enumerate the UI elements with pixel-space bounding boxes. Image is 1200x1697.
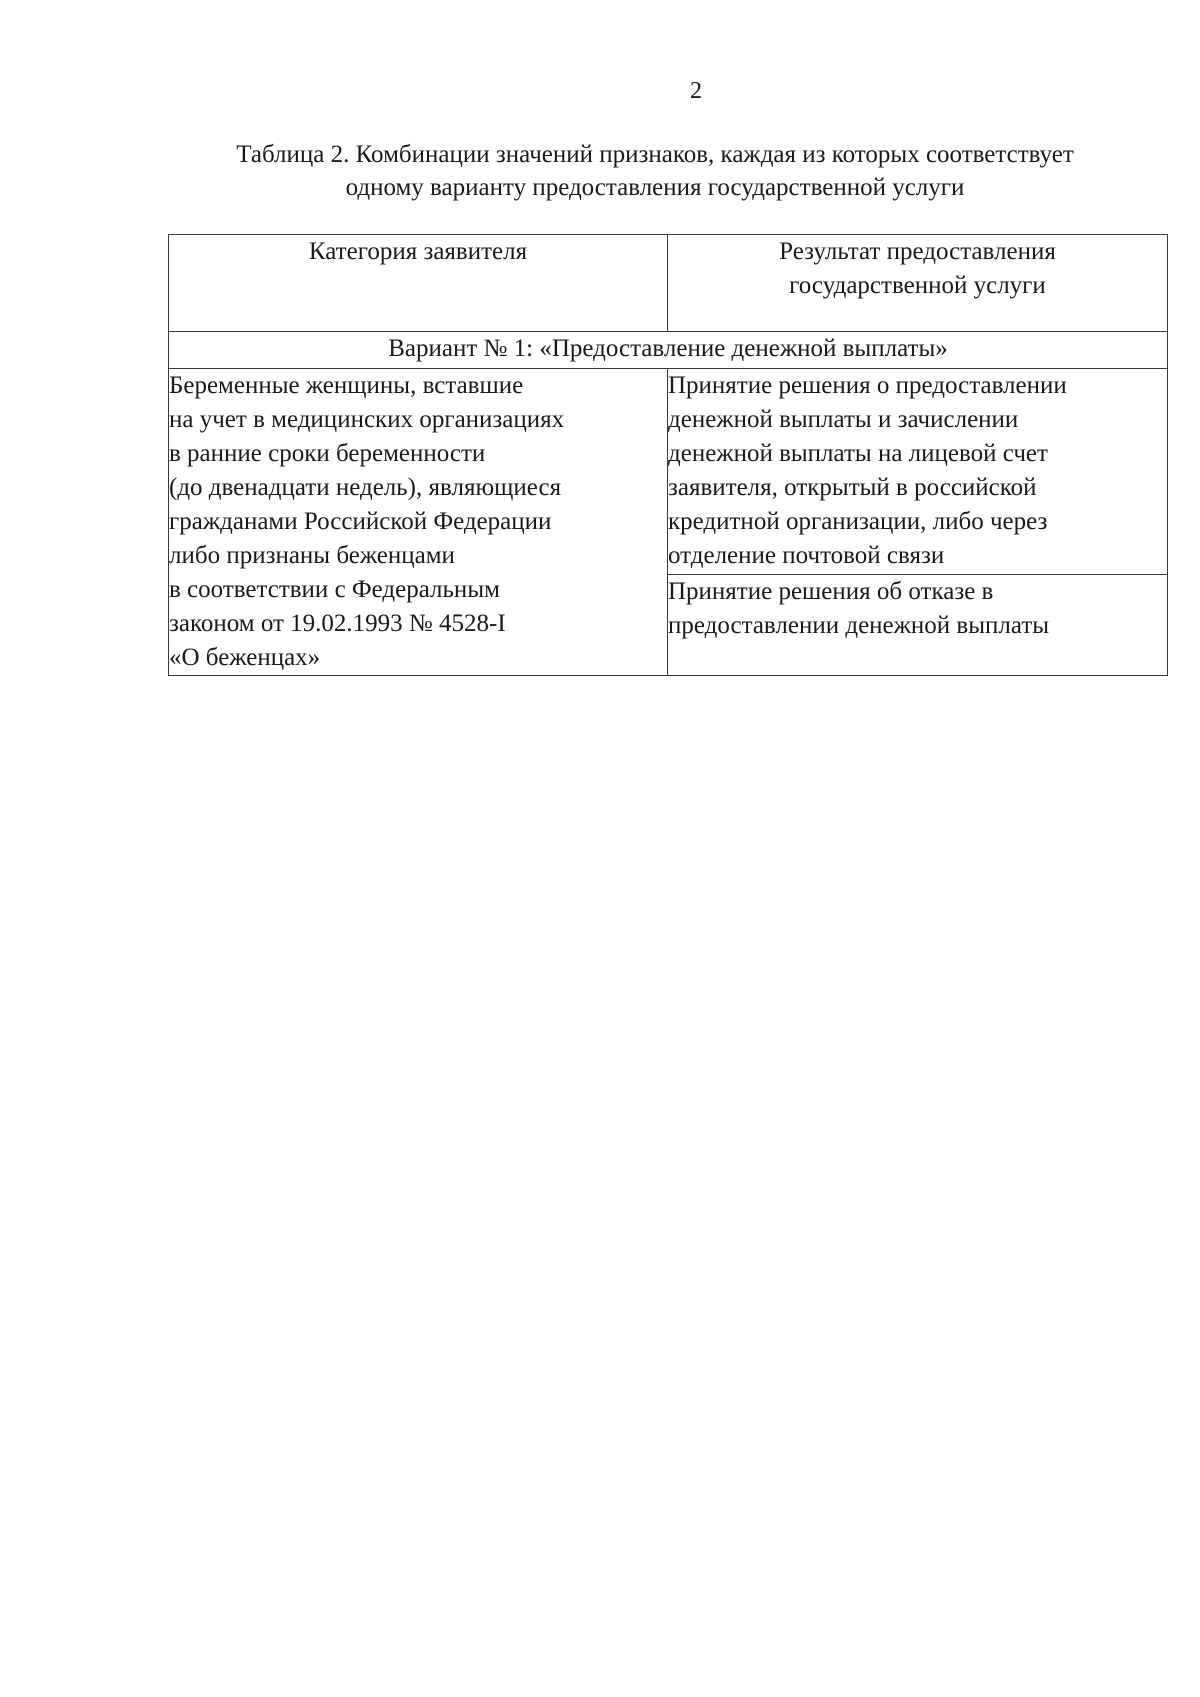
header-result-line-2: государственной услуги <box>789 272 1046 299</box>
result-line: отделение почтовой связи <box>668 542 945 569</box>
result-line: кредитной организации, либо через <box>668 508 1048 535</box>
table-row <box>169 369 1168 575</box>
header-result <box>668 235 1168 332</box>
variant-title: Вариант № 1: «Предоставление денежной выплаты» <box>169 332 1168 369</box>
table-header-row <box>169 235 1168 332</box>
category-line: в соответствии с Федеральным <box>169 576 500 603</box>
header-category-label: Категория заявителя <box>308 238 528 265</box>
variant-title-row <box>169 332 1168 369</box>
category-line: в ранние сроки беременности <box>169 440 486 467</box>
result-line: Принятие решения о предоставлении <box>668 372 1067 399</box>
result-line: денежной выплаты и зачислении <box>668 406 1019 433</box>
caption-line-2: одному варианту предоставления государственной услуги <box>345 174 965 201</box>
result-line: Принятие решения об отказе в <box>668 578 994 605</box>
variants-table <box>168 234 1168 676</box>
result-line: предоставлении денежной выплаты <box>668 612 1050 639</box>
category-line: либо признаны беженцами <box>169 542 455 569</box>
category-line: «О беженцах» <box>169 644 321 671</box>
table-caption <box>160 138 1150 204</box>
header-result-line-1: Результат предоставления <box>779 238 1056 265</box>
result-line: денежной выплаты на лицевой счет <box>668 440 1048 467</box>
category-cell <box>169 369 668 676</box>
category-line: Беременные женщины, вставшие <box>169 372 524 399</box>
category-line: законом от 19.02.1993 № 4528-I <box>169 610 506 637</box>
result-cell-grant <box>668 369 1168 575</box>
category-line: гражданами Российской Федерации <box>169 508 552 535</box>
caption-line-1: Таблица 2. Комбинации значений признаков, каждая из которых соответствует <box>236 141 1074 168</box>
page-number: 2 <box>690 78 702 104</box>
category-line: на учет в медицинских организациях <box>169 406 565 433</box>
header-category <box>169 235 668 332</box>
result-cell-refusal <box>668 575 1168 676</box>
result-line: заявителя, открытый в российской <box>668 474 1037 501</box>
category-line: (до двенадцати недель), являющиеся <box>169 474 562 501</box>
